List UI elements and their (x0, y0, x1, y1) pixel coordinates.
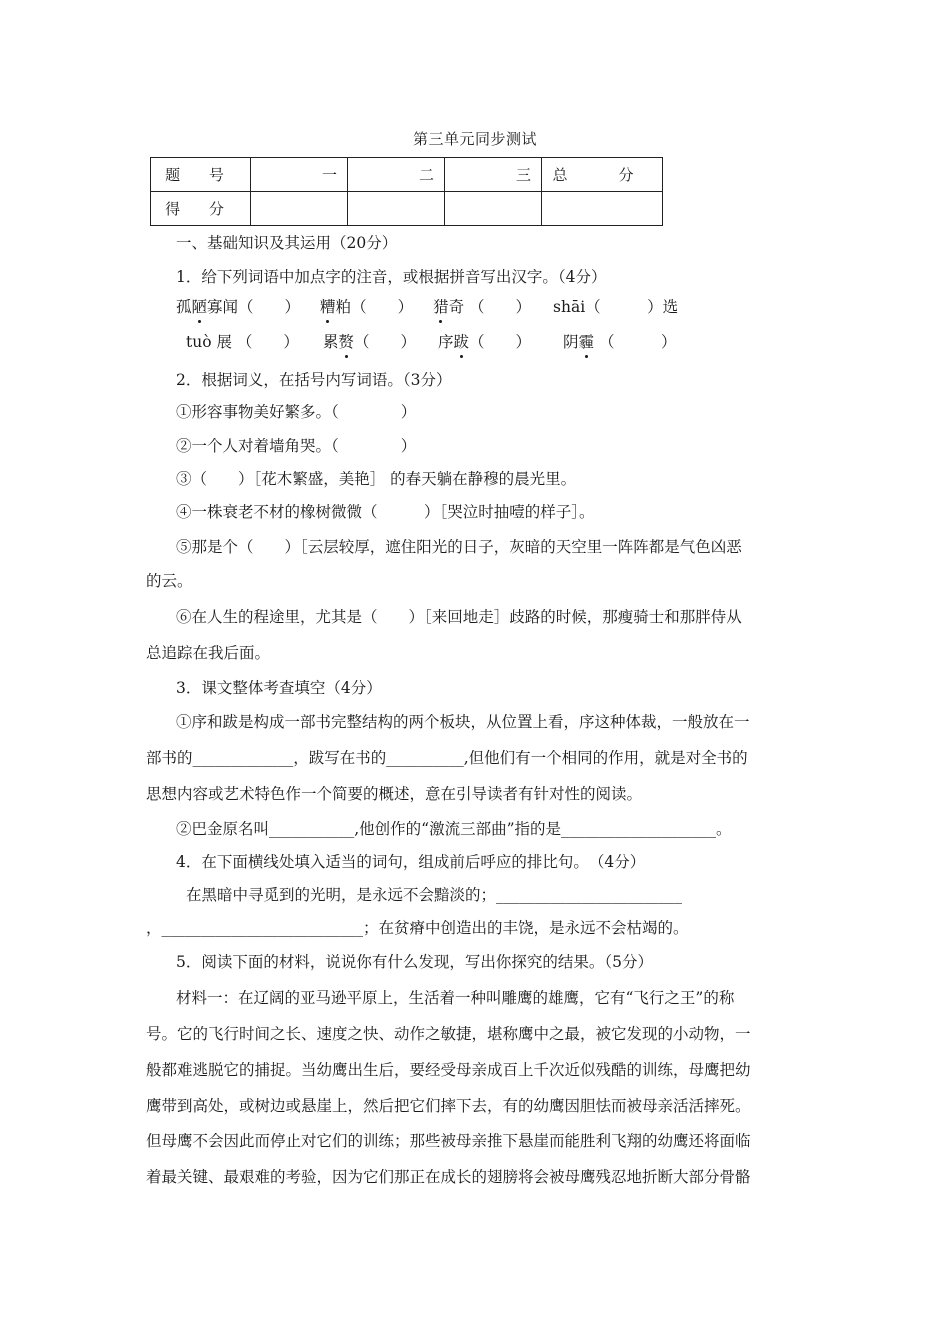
paragraph-line: 着最关键、最艰难的考验，因为它们那正在成长的翅膀将会被母鹰残忍地折断大部分骨骼 (146, 1168, 751, 1186)
list-item: ⑤那是个（ ）［云层较厚，遮住阳光的日子，灰暗的天空里一阵阵都是气色凶恶 (176, 538, 742, 556)
list-item: 总追踪在我后面。 (146, 644, 271, 662)
pinyin-row: tuò 展 （ ） 累赘（ ） 序跋（ ） 阴霾 （ ） (186, 333, 677, 351)
question-stem: 2．根据词义，在括号内写词语。（3分） (176, 371, 452, 389)
score-table-cell: 一 (251, 158, 348, 192)
dotted-char: 糟 (320, 298, 336, 316)
paragraph-line: 思想内容或艺术特色作一个简要的概述，意在引导读者有针对性的阅读。 (146, 785, 643, 803)
score-input-cell[interactable] (445, 192, 542, 226)
score-table-cell: 二 (348, 158, 445, 192)
section-heading: 一、基础知识及其运用（20分） (176, 234, 398, 252)
paragraph-line: 部书的_____________，跋写在书的__________,但他们有一个相同的作用，就是对全书的 (146, 749, 748, 767)
paragraph-line: ①序和跋是构成一部书完整结构的两个板块，从位置上看，序这种体裁，一般放在一 (176, 713, 750, 731)
score-table (150, 157, 663, 226)
list-item: ①形容事物美好繁多。（ ） (176, 403, 417, 421)
score-table-cell: 题 号 (151, 158, 251, 192)
paragraph-line: 材料一：在辽阔的亚马逊平原上，生活着一种叫雕鹰的雄鹰，它有“飞行之王”的称 (176, 989, 735, 1007)
page-title: 第三单元同步测试 (412, 130, 537, 148)
paragraph-line: 但母鹰不会因此而停止对它们的训练；那些被母亲推下悬崖而能胜利飞翔的幼鹰还将面临 (146, 1132, 751, 1150)
pinyin-row: 孤陋寡闻（ ） 糟粕（ ） 猎奇 （ ） shāi（ ）选 (176, 298, 679, 316)
list-item: ⑥在人生的程途里，尤其是（ ）［来回地走］歧路的时候，那瘦骑士和那胖侍从 (176, 608, 742, 626)
dotted-char: 陋 (191, 298, 208, 316)
score-input-cell[interactable] (542, 192, 663, 226)
fill-blank-line: 在黑暗中寻觅到的光明，是永远不会黯淡的；________________________ (186, 886, 683, 904)
dotted-char: 霾 (578, 333, 595, 351)
paragraph-line: 般都难逃脱它的捕捉。当幼鹰出生后，要经受母亲成百上千次近似残酷的训练，母鹰把幼 (146, 1061, 751, 1079)
paragraph-line: 号。它的飞行时间之长、速度之快、动作之敏捷，堪称鹰中之最，被它发现的小动物，一 (146, 1025, 751, 1043)
question-stem: 3．课文整体考查填空（4分） (176, 679, 382, 697)
score-table-cell: 三 (445, 158, 542, 192)
score-input-cell[interactable] (348, 192, 445, 226)
paragraph-line: ②巴金原名叫___________,他创作的“激流三部曲”指的是____________________。 (176, 820, 732, 838)
score-table-row-score (151, 192, 663, 226)
question-stem: 1．给下列词语中加点字的注音，或根据拼音写出汉字。（4分） (176, 268, 607, 286)
list-item: ④一株衰老不材的橡树微微（ ）［哭泣时抽噎的样子］。 (176, 503, 595, 521)
list-item: ②一个人对着墙角哭。（ ） (176, 437, 417, 455)
score-table-cell: 总 分 (542, 158, 663, 192)
list-item: ③（ ）［花木繁盛，美艳］ 的春天躺在静穆的晨光里。 (176, 470, 577, 488)
question-stem: 5．阅读下面的材料，说说你有什么发现，写出你探究的结果。（5分） (176, 953, 653, 971)
dotted-char: 跋 (453, 333, 469, 351)
score-input-cell[interactable] (251, 192, 348, 226)
dotted-char: 赘 (338, 333, 354, 351)
fill-blank-line: ，__________________________；在贫瘠中创造出的丰饶，是永远不会枯竭的。 (146, 919, 689, 937)
paragraph-line: 鹰带到高处，或树边或悬崖上，然后把它们摔下去，有的幼鹰因胆怯而被母亲活活摔死。 (146, 1097, 751, 1115)
score-table-row-header (151, 158, 663, 192)
question-stem: 4．在下面横线处填入适当的词句，组成前后呼应的排比句。 （4分） (176, 853, 646, 871)
dotted-char: 猎 (433, 298, 449, 316)
score-table-cell: 得 分 (151, 192, 251, 226)
list-item: 的云。 (146, 572, 193, 590)
